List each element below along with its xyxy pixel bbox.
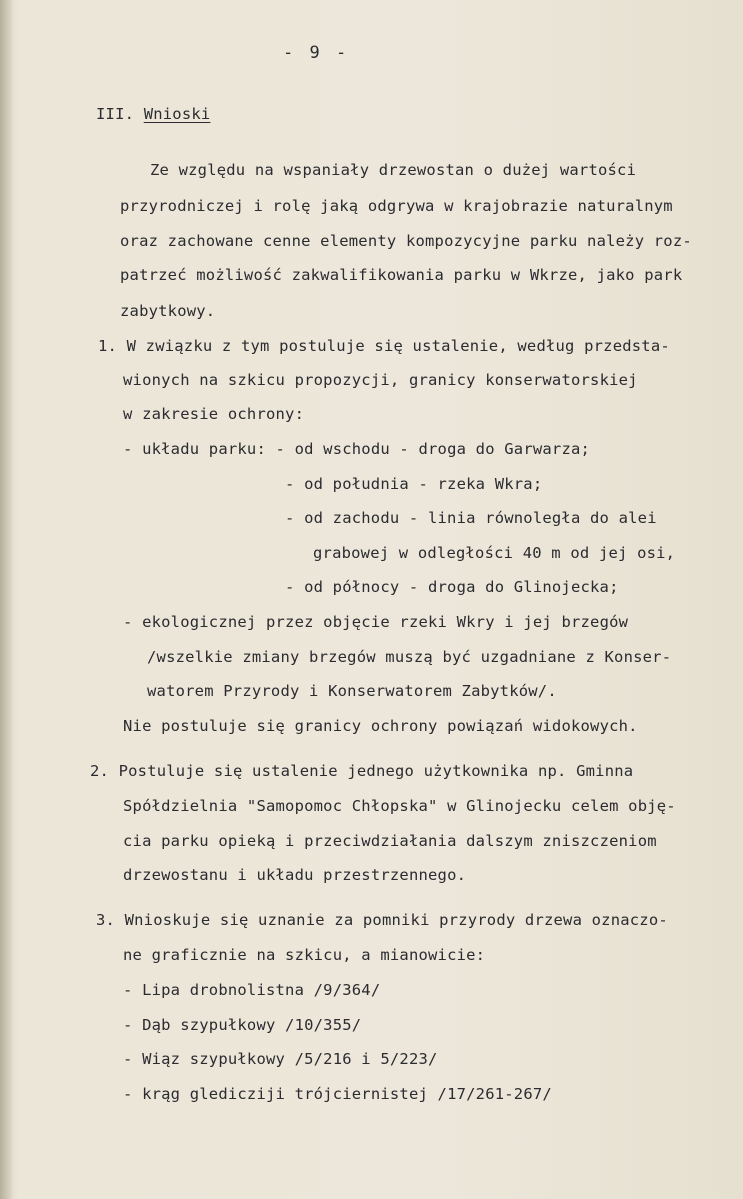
text-line: ne graficznie na szkicu, a mianowicie: [123, 946, 486, 964]
text-line: - od zachodu - linia równoległa do alei [285, 509, 657, 527]
text-line: cia parku opieką i przeciwdziałania dalszym zniszczeniom [123, 832, 657, 850]
text-line: - od południa - rzeka Wkra; [285, 475, 543, 493]
text-line: w zakresie ochrony: [123, 405, 305, 423]
section-heading [96, 107, 210, 123]
text-line: Spółdzielnia "Samopomoc Chłopska" w Glinojecku celem obję- [123, 797, 676, 815]
text-line: oraz zachowane cenne elementy kompozycyjne parku należy roz- [120, 232, 692, 250]
text-line: Ze względu na wspaniały drzewostan o dużej wartości [150, 161, 637, 179]
text-line: grabowej w odległości 40 m od jej osi, [313, 544, 676, 562]
page-edge-shadow [0, 0, 14, 1199]
text-line: watorem Przyrody i Konserwatorem Zabytków/. [147, 682, 557, 700]
list-item: - Wiąz szypułkowy /5/216 i 5/223/ [123, 1050, 438, 1068]
text-line: /wszelkie zmiany brzegów muszą być uzgadniane z Konser- [147, 648, 672, 666]
list-item: - Lipa drobnolistna /9/364/ [123, 981, 381, 999]
text-line: 3. Wnioskuje się uznanie za pomniki przyrody drzewa oznaczo- [96, 911, 668, 929]
text-line: wionych na szkicu propozycji, granicy konserwatorskiej [123, 371, 638, 389]
text-line: zabytkowy. [120, 302, 216, 320]
text-line: drzewostanu i układu przestrzennego. [123, 866, 467, 884]
text-line: patrzeć możliwość zakwalifikowania parku w Wkrze, jako park [120, 266, 683, 284]
text-line: przyrodniczej i rolę jaką odgrywa w krajobrazie naturalnym [120, 197, 673, 215]
list-item: - Dąb szypułkowy /10/355/ [123, 1016, 362, 1034]
text-line: - ekologicznej przez objęcie rzeki Wkry i jej brzegów [123, 613, 629, 631]
text-line: 2. Postuluje się ustalenie jednego użytkownika np. Gminna [90, 762, 634, 780]
text-line: 1. W związku z tym postuluje się ustalenie, według przedsta- [98, 337, 670, 355]
text-line: - układu parku: - od wschodu - droga do Garwarza; [123, 440, 591, 458]
list-item: - krąg gledicziji trójciernistej /17/261-267/ [123, 1085, 552, 1103]
page-number: - 9 - [283, 43, 350, 63]
section-title: Wnioski [143, 105, 211, 123]
text-line: Nie postuluje się granicy ochrony powiązań widokowych. [123, 717, 638, 735]
text-line: - od północy - droga do Glinojecka; [285, 578, 619, 596]
section-number: III. [96, 105, 135, 123]
